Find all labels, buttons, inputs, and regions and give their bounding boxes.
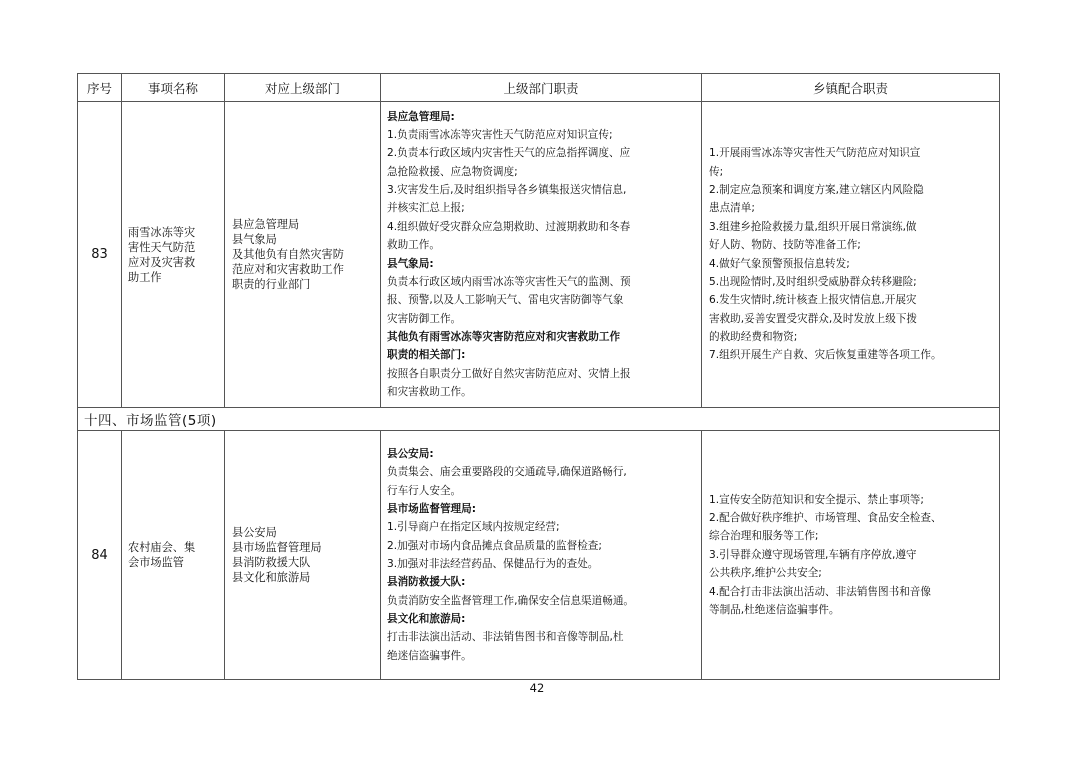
name-line: 应对及灾害救 [128, 255, 196, 269]
duty-line: 行车行人安全。 [387, 484, 462, 497]
coop-line: 4.做好气象预警预报信息转发; [709, 257, 850, 270]
coop-line: 好人防、物防、技防等准备工作; [709, 239, 861, 252]
dept-line: 及其他负有自然灾害防 [232, 248, 344, 261]
duty-line: 3.灾害发生后,及时组织指导各乡镇集报送灾情信息, [387, 184, 627, 197]
row-town-coop [702, 102, 1000, 408]
duty-line: 职责的相关部门: [387, 349, 466, 362]
dept-line: 县文化和旅游局 [232, 571, 311, 584]
coop-line: 综合治理和服务等工作; [709, 530, 819, 543]
coop-line: 3.引导群众遵守现场管理,车辆有序停放,遵守 [709, 548, 917, 561]
duty-line: 县消防救援大队: [387, 576, 466, 589]
duty-line: 县气象局: [387, 257, 434, 270]
duty-line: 负责本行政区域内雨雪冰冻等灾害性天气的监测、预 [387, 275, 631, 288]
coop-line: 的救助经费和物资; [709, 330, 798, 343]
duty-line: 1.负责雨雪冰冻等灾害性天气防范应对知识宣传; [387, 129, 613, 142]
duty-line: 打击非法演出活动、非法销售图书和音像等制品,杜 [387, 631, 624, 644]
header-dept: 对应上级部门 [225, 74, 381, 102]
duty-line: 县应急管理局: [387, 110, 455, 123]
row-dept [225, 431, 381, 680]
name-line: 农村庙会、集 [128, 541, 196, 554]
coop-line: 传; [709, 165, 724, 178]
duty-line: 2.负责本行政区域内灾害性天气的应急指挥调度、应 [387, 147, 631, 160]
dept-line: 县公安局 [232, 526, 277, 539]
duty-line: 急抢险救援、应急物资调度; [387, 165, 518, 178]
row-item-name [122, 431, 225, 680]
table-header-row [78, 74, 1000, 102]
header-town-coop: 乡镇配合职责 [702, 74, 1000, 102]
row-seq: 83 [78, 102, 122, 408]
coop-line: 2.配合做好秩序维护、市场管理、食品安全检查、 [709, 512, 942, 525]
coop-line: 5.出现险情时,及时组织受威胁群众转移避险; [709, 275, 917, 288]
duty-line: 县公安局: [387, 447, 434, 460]
duty-line: 负责消防安全监督管理工作,确保安全信息渠道畅通。 [387, 594, 635, 607]
row-seq: 84 [78, 431, 122, 680]
dept-line: 县市场监督管理局 [232, 541, 322, 554]
dept-line: 职责的行业部门 [232, 278, 311, 291]
name-line: 害性天气防范 [128, 240, 196, 254]
coop-line: 3.组建乡抢险救援力量,组织开展日常演练,做 [709, 220, 917, 233]
header-item-name: 事项名称 [122, 74, 225, 102]
duty-line: 县市场监督管理局: [387, 502, 476, 515]
table-row-83 [78, 102, 1000, 408]
dept-line: 县气象局 [232, 233, 277, 246]
duty-line: 负责集会、庙会重要路段的交通疏导,确保道路畅行, [387, 466, 627, 479]
coop-line: 害救助,妥善安置受灾群众,及时发放上级下拨 [709, 312, 918, 325]
coop-line: 1.开展雨雪冰冻等灾害性天气防范应对知识宣 [709, 147, 921, 160]
duty-line: 3.加强对非法经营药品、保健品行为的查处。 [387, 558, 599, 570]
row-dept-duty [381, 102, 702, 408]
table-row-84 [78, 431, 1000, 680]
coop-line: 等制品,杜绝迷信盗骗事件。 [709, 603, 840, 616]
dept-line: 范应对和灾害救助工作 [232, 263, 344, 276]
duty-line: 县文化和旅游局: [387, 613, 466, 626]
name-line: 会市场监管 [128, 556, 184, 569]
duty-line: 2.加强对市场内食品摊点食品质量的监督检查; [387, 539, 602, 552]
coop-line: 1.宣传安全防范知识和安全提示、禁止事项等; [709, 493, 924, 506]
duty-line: 并核实汇总上报; [387, 202, 465, 215]
duty-table [77, 73, 1000, 680]
duty-line: 4.组织做好受灾群众应急期救助、过渡期救助和冬春 [387, 220, 631, 233]
name-line: 雨雪冰冻等灾 [128, 225, 196, 239]
coop-line: 7.组织开展生产自救、灾后恢复重建等各项工作。 [709, 349, 942, 362]
dept-line: 县消防救援大队 [232, 556, 311, 569]
duty-line: 报、预警,以及人工影响天气、雷电灾害防御等气象 [387, 294, 624, 307]
dept-line: 县应急管理局 [232, 218, 300, 231]
row-town-coop [702, 431, 1000, 680]
coop-line: 患点清单; [709, 202, 755, 215]
page-number: 42 [529, 681, 545, 695]
duty-line: 绝迷信盗骗事件。 [387, 649, 472, 662]
row-dept-duty [381, 431, 702, 680]
duty-line: 救助工作。 [387, 239, 440, 252]
duty-line: 其他负有雨雪冰冻等灾害防范应对和灾害救助工作 [387, 330, 621, 343]
section-title: 十四、市场监管(5项) [78, 408, 1000, 431]
duty-line: 1.引导商户在指定区域内按规定经营; [387, 521, 560, 534]
header-seq: 序号 [78, 74, 122, 102]
coop-line: 6.发生灾情时,统计核查上报灾情信息,开展灾 [709, 294, 917, 307]
coop-line: 4.配合打击非法演出活动、非法销售图书和音像 [709, 585, 931, 598]
header-dept-duty: 上级部门职责 [381, 74, 702, 102]
section-row [78, 408, 1000, 431]
duty-line: 按照各自职责分工做好自然灾害防范应对、灾情上报 [387, 367, 631, 380]
duty-line: 灾害防御工作。 [387, 312, 462, 325]
duty-line: 和灾害救助工作。 [387, 385, 472, 398]
row-item-name [122, 102, 225, 408]
row-dept [225, 102, 381, 408]
coop-line: 2.制定应急预案和调度方案,建立辖区内风险隐 [709, 184, 924, 197]
coop-line: 公共秩序,维护公共安全; [709, 567, 822, 580]
name-line: 助工作 [128, 270, 162, 284]
